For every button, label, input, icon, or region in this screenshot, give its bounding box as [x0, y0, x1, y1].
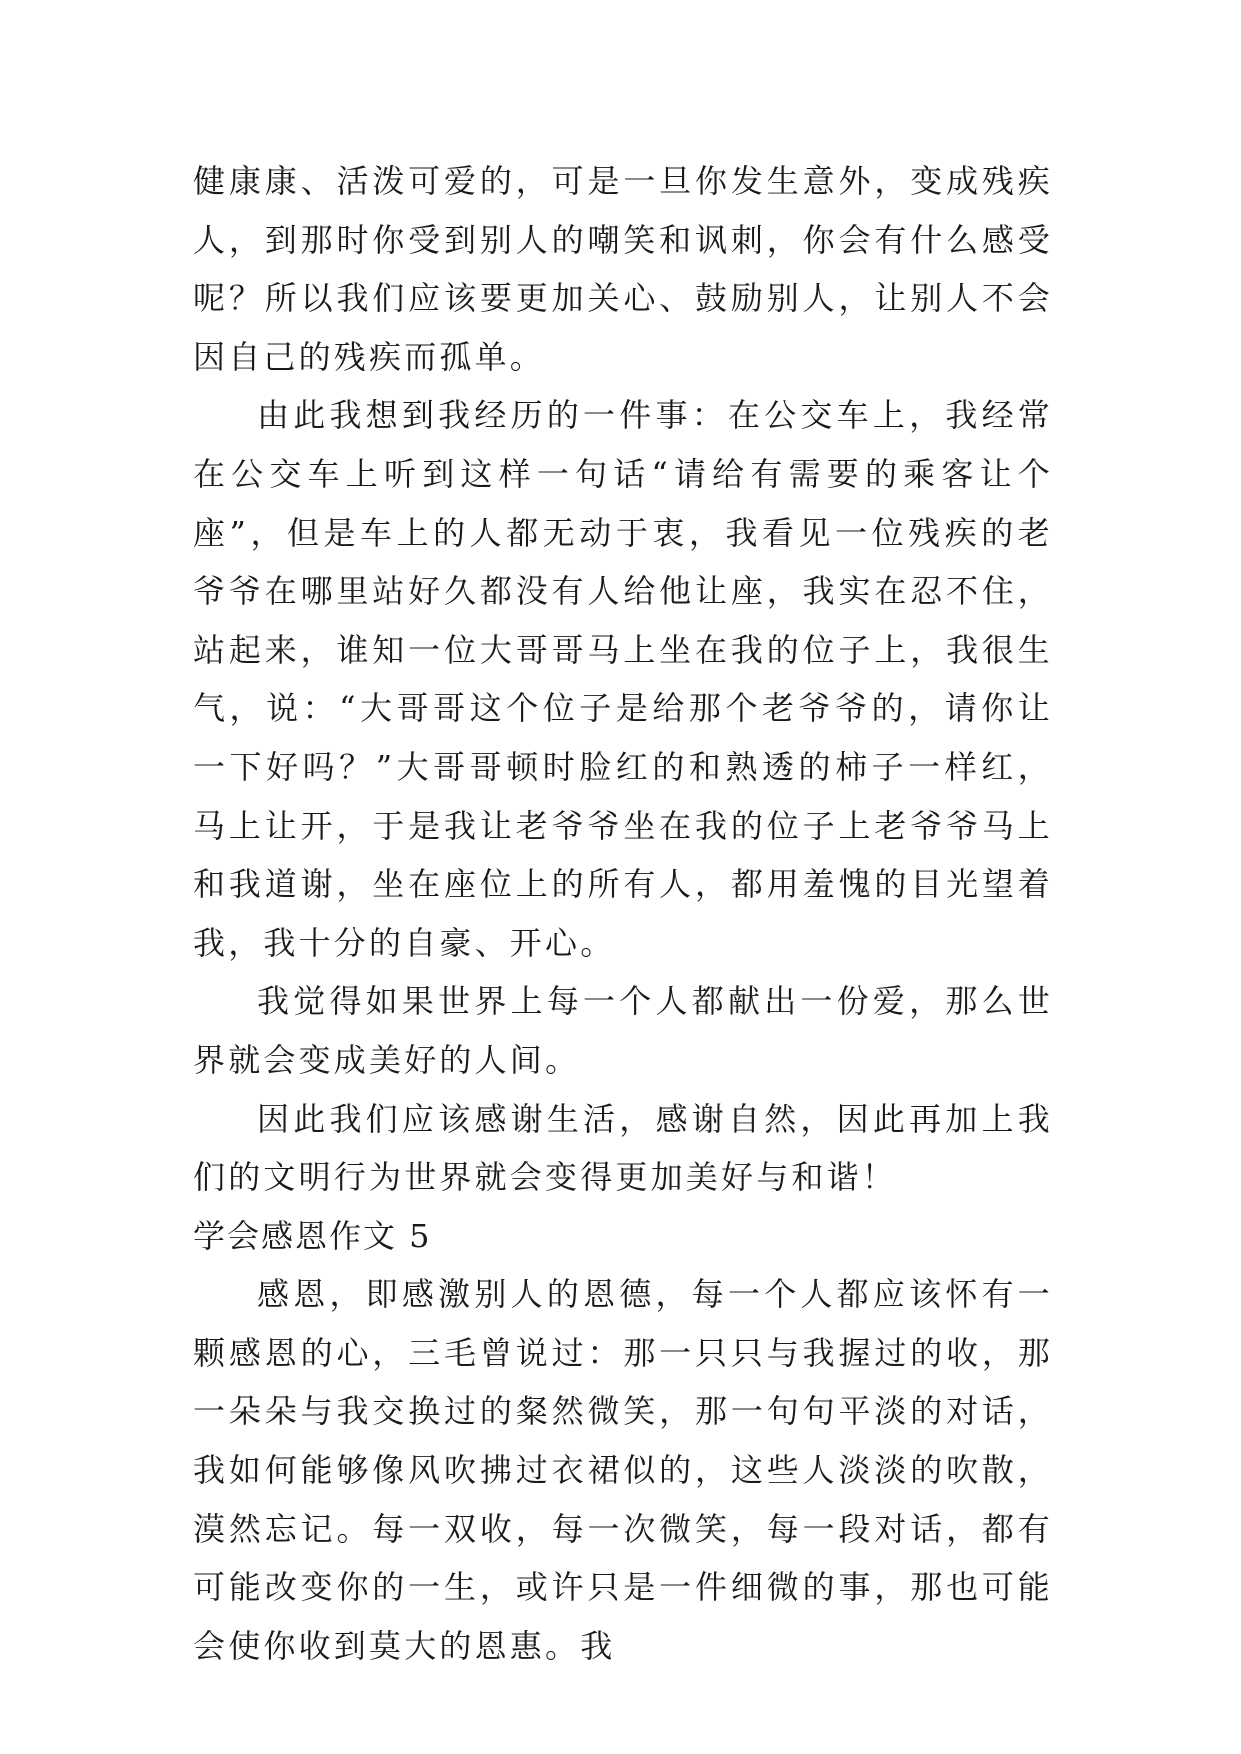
paragraph-5: 感恩，即感激别人的恩德，每一个人都应该怀有一颗感恩的心，三毛曾说过：那一只只与我握过的收，那一朵朵与我交换过的粲然微笑，那一句句平淡的对话，我如何能够像风吹拂过衣裙似的，这些人淡淡的吹散，漠然忘记。每一双收，每一次微笑，每一段对话，都有可能改变你的一生，或许只是一件细微的事，那也可能会使你收到莫大的恩惠。我 — [193, 1275, 1053, 1665]
paragraph-4: 因此我们应该感谢生活，感谢自然，因此再加上我们的文明行为世界就会变得更加美好与和谐！ — [193, 1099, 1053, 1197]
section-heading: 学会感恩作文 5 — [193, 1216, 432, 1255]
document-page — [193, 152, 1053, 1675]
paragraph-3: 我觉得如果世界上每一个人都献出一份爱，那么世界就会变成美好的人间。 — [193, 982, 1053, 1079]
paragraph-1: 健康康、活泼可爱的，可是一旦你发生意外，变成残疾人，到那时你受到别人的嘲笑和讽刺，你会有什么感受呢？所以我们应该要更加关心、鼓励别人，让别人不会因自己的残疾而孤单。 — [193, 162, 1053, 376]
paragraph-2: 由此我想到我经历的一件事：在公交车上，我经常在公交车上听到这样一句话“请给有需要的乘客让个座”，但是车上的人都无动于衷，我看见一位残疾的老爷爷在哪里站好久都没有人给他让座，我实在忍不住，站起来，谁知一位大哥哥马上坐在我的位子上，我很生气，说：“大哥哥这个位子是给那个老爷爷的，请你让一下好吗？”大哥哥顿时脸红的和熟透的柿子一样红，马上让开，于是我让老爷爷坐在我的位子上老爷爷马上和我道谢，坐在座位上的所有人，都用羞愧的目光望着我，我十分的自豪、开心。 — [193, 396, 1053, 962]
